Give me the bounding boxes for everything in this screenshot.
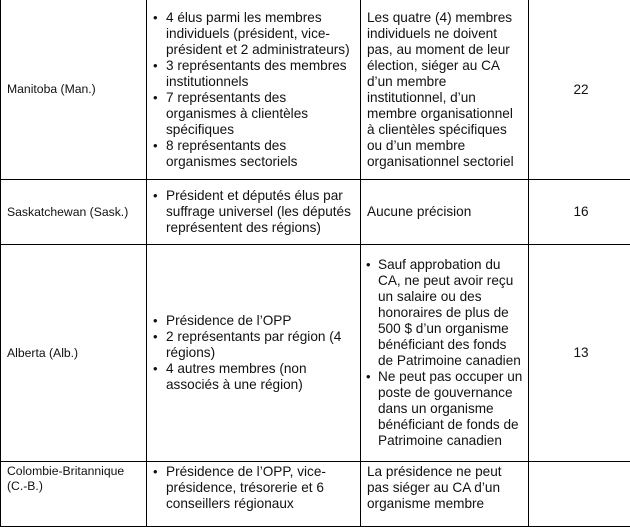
member-count-cell (529, 245, 630, 462)
bullet-icon: • (153, 90, 158, 106)
member-count-cell (529, 180, 630, 245)
composition-item: • 7 représentants des organismes à clientèles spécifiques (151, 90, 356, 138)
member-count: 22 (573, 82, 588, 97)
restrictions-text: La présidence ne peut pas siéger au CA d’un organisme membre (365, 464, 524, 512)
table-row-alberta (1, 245, 630, 462)
bullet-icon: • (366, 369, 371, 385)
province-cell (1, 245, 147, 462)
composition-list (151, 313, 356, 393)
member-count: 13 (573, 345, 588, 360)
bullet-icon: • (153, 313, 158, 329)
composition-list (151, 188, 356, 236)
bullet-icon: • (153, 138, 158, 154)
restriction-item: • Ne peut pas occuper un poste de gouvernance dans un organisme bénéficiant de fonds de Patrimoine canadien (365, 369, 524, 449)
province-name: Manitoba (Man.) (7, 82, 96, 96)
restrictions-list (365, 257, 524, 449)
restrictions-cell (361, 180, 529, 245)
composition-cell (147, 245, 361, 462)
restriction-item: • Sauf approbation du CA, ne peut avoir reçu un salaire ou des honoraires de plus de 500 $ d’un organisme bénéficiant des fonds de Patrimoine canadien (365, 257, 524, 369)
bullet-icon: • (153, 464, 158, 480)
composition-item: • 3 représentants des membres institutionnels (151, 58, 356, 90)
composition-list (151, 464, 356, 512)
composition-item: • Présidence de l’OPP (151, 313, 356, 329)
table-row-saskatchewan (1, 180, 630, 245)
province-name: Saskatchewan (Sask.) (7, 205, 128, 219)
member-count: 16 (573, 204, 588, 219)
composition-list (151, 10, 356, 170)
member-count-cell (529, 0, 630, 180)
restrictions-cell (361, 0, 529, 180)
composition-item: • 2 représentants par région (4 régions) (151, 329, 356, 361)
province-name: Alberta (Alb.) (7, 346, 78, 360)
province-cell (1, 0, 147, 180)
province-name: Colombie-Britannique (C.-B.) (7, 464, 124, 493)
composition-cell (147, 180, 361, 245)
restrictions-cell (361, 245, 529, 462)
bullet-icon: • (153, 10, 158, 26)
composition-cell (147, 0, 361, 180)
composition-item: • 4 autres membres (non associés à une région) (151, 361, 356, 393)
bullet-icon: • (366, 257, 371, 273)
composition-item: • Présidence de l’OPP, vice-présidence, trésorerie et 6 conseillers régionaux (151, 464, 356, 512)
bullet-icon: • (153, 361, 158, 377)
bullet-icon: • (153, 188, 158, 204)
bullet-icon: • (153, 58, 158, 74)
bullet-icon: • (153, 329, 158, 345)
restrictions-text: Les quatre (4) membres individuels ne doivent pas, au moment de leur élection, siéger au CA d’un membre institutionnel, d’un membre organisationnel à clientèles spécifiques ou d’un membre organisationnel sectoriel (365, 10, 524, 170)
restrictions-text: Aucune précision (365, 204, 524, 220)
composition-item: • 8 représentants des organismes sectoriels (151, 138, 356, 170)
table-row-manitoba (1, 0, 630, 180)
composition-item: • Président et députés élus par suffrage universel (les députés représentent des régions) (151, 188, 356, 236)
composition-item: • 4 élus parmi les membres individuels (président, vice-président et 2 administrateurs) (151, 10, 356, 58)
province-cell (1, 180, 147, 245)
